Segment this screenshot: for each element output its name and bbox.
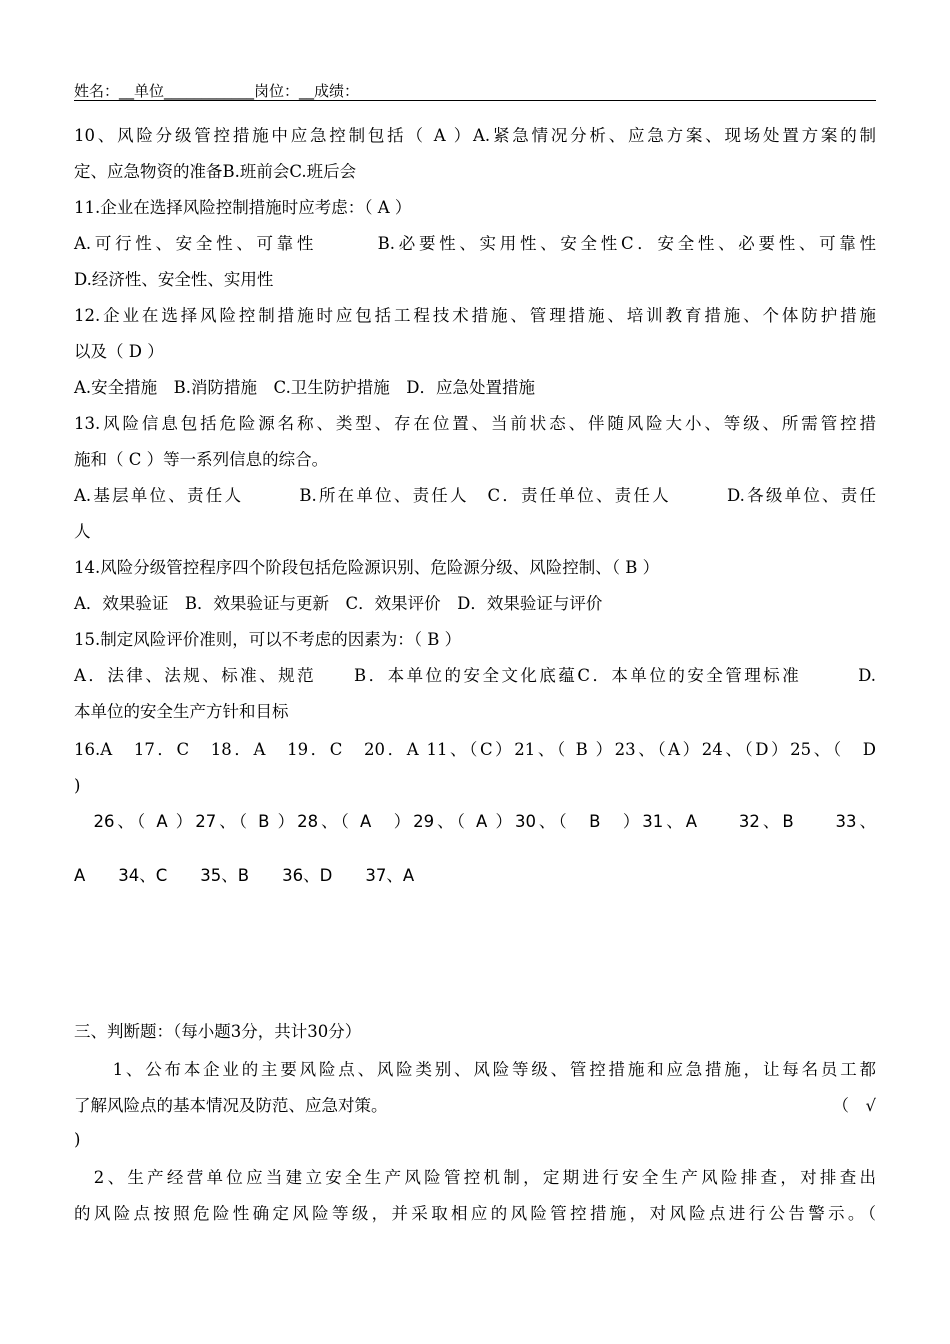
- judge-q2-line-1: 2、生产经营单位应当建立安全生产风险管控机制，定期进行安全生产风险排查，对排查出: [74, 1168, 876, 1187]
- unit-label: 单位____________: [134, 82, 255, 100]
- question-12-line-1: 12.企业在选择风险控制措施时应包括工程技术措施、管理措施、培训教育措施、个体防护措施: [74, 306, 876, 325]
- name-label: 姓名：__: [74, 82, 135, 100]
- question-13-options-1: A.基层单位、责任人 B.所在单位、责任人 C．责任单位、责任人 D.各级单位、责任: [74, 486, 876, 505]
- question-13-line-1: 13.风险信息包括危险源名称、类型、存在位置、当前状态、伴随风险大小、等级、所需管控措: [74, 414, 876, 433]
- answers-close-paren: ): [74, 776, 81, 795]
- question-11: 11.企业在选择风险控制措施时应考虑：（ A ）: [74, 198, 412, 217]
- question-12-options: A.安全措施 B.消防措施 C.卫生防护措施 D．应急处置措施: [74, 378, 536, 397]
- answers-33-37: A 34、C 35、B 36、D 37、A: [74, 866, 415, 885]
- question-11-options-1: A.可行性、安全性、可靠性 B.必要性、实用性、安全性C．安全性、必要性、可靠性: [74, 234, 876, 253]
- answers-16-25: 16.A 17．C 18．A 19．C 20．A 11、（C）21、（ B ）23、（A）24、（D）25、（ D: [74, 740, 876, 759]
- question-14-options: A．效果验证 B．效果验证与更新 C．效果评价 D．效果验证与评价: [74, 594, 603, 613]
- judge-q1-line-1: 1、公布本企业的主要风险点、风险类别、风险等级、管控措施和应急措施，让每名员工都: [74, 1060, 876, 1079]
- score-label: 成绩：: [314, 82, 360, 100]
- question-15: 15.制定风险评价准则，可以不考虑的因素为：（ B ）: [74, 630, 462, 649]
- question-13-options-2: 人: [74, 522, 91, 541]
- judge-q1-close-paren: ): [74, 1130, 81, 1149]
- post-label: 岗位：__: [254, 82, 315, 100]
- judge-q1-answer: （ √: [832, 1096, 876, 1115]
- question-11-options-2: D.经济性、安全性、实用性: [74, 270, 274, 289]
- judge-q1-line-2: 了解风险点的基本情况及防范、应急对策。: [74, 1096, 388, 1115]
- question-14: 14.风险分级管控程序四个阶段包括危险源识别、危险源分级、风险控制、（ B ）: [74, 558, 660, 577]
- question-15-options-2: 本单位的安全生产方针和目标: [74, 702, 289, 721]
- question-10-line-2: 定、应急物资的准备B.班前会C.班后会: [74, 162, 357, 181]
- answers-26-33: 26、（ A ）27、（ B ）28、（ A ）29、（ A ）30、（ B ）31、A 32、B 33、: [74, 812, 876, 831]
- question-10-line-1: 10、风险分级管控措施中应急控制包括（ A ）A.紧急情况分析、应急方案、现场处置方案的制: [74, 126, 876, 145]
- question-12-line-2: 以及（ D ）: [74, 342, 164, 361]
- exam-header: [74, 82, 876, 101]
- judge-q2-line-2: 的风险点按照危险性确定风险等级，并采取相应的风险管控措施，对风险点进行公告警示。（: [74, 1204, 876, 1223]
- question-13-line-2: 施和（ C ）等一系列信息的综合。: [74, 450, 329, 469]
- section-3-title: 三、判断题：（每小题3分，共计30分）: [74, 1022, 362, 1041]
- question-15-options-1: A．法律、法规、标准、规范 B．本单位的安全文化底蕴C．本单位的安全管理标准 D.: [74, 666, 876, 685]
